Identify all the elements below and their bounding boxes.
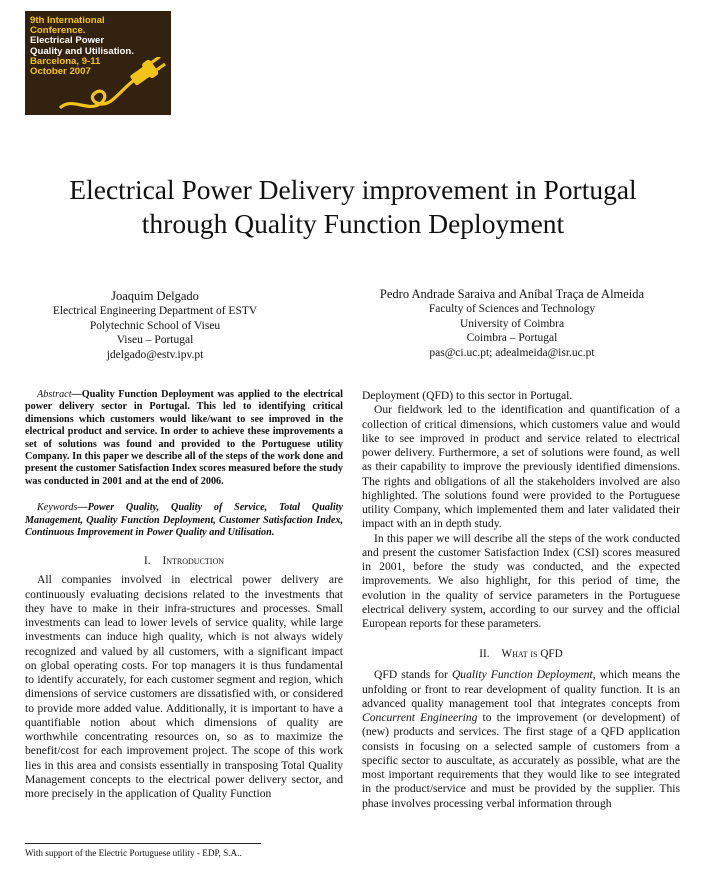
section-heading-introduction bbox=[25, 554, 343, 568]
author-university: University of Coimbra bbox=[459, 317, 565, 330]
author-email: jdelgado@estv.ipv.pt bbox=[106, 348, 204, 361]
title-line-1: Electrical Power Delivery improvement in Portugal bbox=[69, 174, 637, 205]
abstract-lead: Abstract bbox=[37, 389, 72, 400]
section-title: Introduction bbox=[162, 555, 225, 568]
keywords-text: —Power Quality, Quality of Service, Total Quality Management, Quality Function Deployment, Customer Satisfaction Index, Continuous Improvement in Power Quality and Utilisation. bbox=[25, 502, 343, 539]
abstract-text: —Quality Function Deployment was applied to the electrical power delivery sector in Portugal. This led to identifying critical dimensions which customers would like/want to see improved in the electrical product and service. In order to achieve these improvements a set of solutions was found and provided to the Portuguese utility Company. In this paper we describe all of the steps of the work done and present the customer Satisfaction Index scores measured before the study was conducted in 2001 and at the end of 2006. bbox=[25, 389, 343, 487]
logo-line: Electrical Power bbox=[30, 35, 105, 47]
paper-title bbox=[0, 173, 706, 241]
footnote-divider bbox=[25, 843, 261, 844]
author-email: pas@ci.uc.pt; adealmeida@isr.uc.pt bbox=[429, 346, 595, 359]
intro-paragraph-3: In this paper we will describe all the steps of the work conducted and present the customer Satisfaction Index (CSI) scores measured in 2001, before the study was conducted, and the expected improvements. We also highlight, for this period of time, the evolution in the quality of service parameters in the Portuguese electrical delivery system, according to our survey and the official European reports for these parameters. bbox=[362, 531, 680, 630]
author-location: Coimbra – Portugal bbox=[466, 332, 558, 345]
logo-line: October 2007 bbox=[30, 66, 91, 78]
keywords-lead: Keywords bbox=[37, 502, 78, 514]
author-name: Pedro Andrade Saraiva and Aníbal Traça de Almeida bbox=[379, 287, 645, 301]
section-number: I. bbox=[143, 555, 151, 568]
logo-line: Quality and Utilisation. bbox=[30, 45, 134, 57]
conference-logo bbox=[25, 11, 171, 115]
author-department: Electrical Engineering Department of ESTV bbox=[52, 305, 258, 318]
intro-paragraph-1-continued: Deployment (QFD) to this sector in Portugal. bbox=[362, 389, 573, 402]
keywords bbox=[25, 502, 343, 539]
logo-line: 9th International bbox=[30, 15, 105, 26]
section-number: II. bbox=[479, 648, 490, 661]
section-heading-what-is-qfd bbox=[362, 647, 680, 661]
qfd-term: Quality Function Deployment bbox=[451, 668, 593, 682]
qfd-text: , which means the unfolding or front to rear development of quality function. It is an advanced quality management tool that integrates concepts from bbox=[362, 668, 680, 710]
logo-line: Conference. bbox=[30, 25, 86, 37]
title-line-2: through Quality Function Deployment bbox=[141, 208, 565, 239]
qfd-text: QFD stands for bbox=[374, 668, 452, 682]
qfd-text: to the improvement (or development) of (new) products and services. The first stage of a QFD application consists in focusing on a selected sample of customers from a specific sector to auscultate, as accurately as possible, what are the most important requirements that they would like to see integrated in the product/service and must be provided by the supplier. This phase involves processing verbal information through bbox=[362, 711, 680, 810]
right-column bbox=[362, 389, 680, 811]
logo-line: Barcelona, 9-11 bbox=[30, 55, 101, 67]
section-title: What is QFD bbox=[501, 648, 563, 661]
concurrent-engineering-term: Concurrent Engineering bbox=[362, 711, 478, 724]
left-column bbox=[25, 389, 343, 801]
author-location: Viseu – Portugal bbox=[116, 334, 194, 347]
electric-plug-icon bbox=[59, 57, 169, 115]
intro-paragraph-1: All companies involved in electrical power delivery are continuously evaluating decisions related to the investments that they have to make in their infra-structures and processes. Small investments can lead to lower levels of service quality, while large investments can induce high quality, which is not always widely recognized and valued by all customers, with a significant impact on global operating costs. For top managers it is thus fundamental to identify accurately, for each customer segment and region, which dimensions of service customers are dissatisfied with, or considered to provide more added value. Additionally, it is important to have a quantifiable notion about which dimensions of quality are worthwhile concentrating resources on, so as to maximize the benefit/cost for each improvement project. The scope of this work lies in this area and consists essentially in transposing Total Quality Management concepts to the electrical power delivery sector, and more precisely in the application of Quality Function bbox=[25, 573, 343, 801]
author-faculty: Faculty of Sciences and Technology bbox=[428, 303, 596, 316]
intro-paragraph-2: Our fieldwork led to the identification and quantification of a collection of critical dimensions, which customers value and would like to see improved in product and service related to electrical power delivery. Furthermore, a set of solutions were found, as well as their capability to improve the previously identified dimensions. The rights and obligations of all the stakeholders involved are also highlighted. The solutions found were provided to the Portuguese utility Company, which implemented them and later validated their impact with an in depth study. bbox=[362, 403, 680, 531]
footnote: With support of the Electric Portuguese utility - EDP, S.A.. bbox=[25, 848, 242, 858]
author-school: Polytechnic School of Viseu bbox=[89, 319, 221, 332]
abstract bbox=[25, 389, 343, 488]
author-name: Joaquim Delgado bbox=[111, 289, 199, 303]
author-block-left bbox=[20, 289, 290, 362]
qfd-paragraph-1 bbox=[362, 668, 680, 811]
author-block-right bbox=[352, 287, 672, 360]
